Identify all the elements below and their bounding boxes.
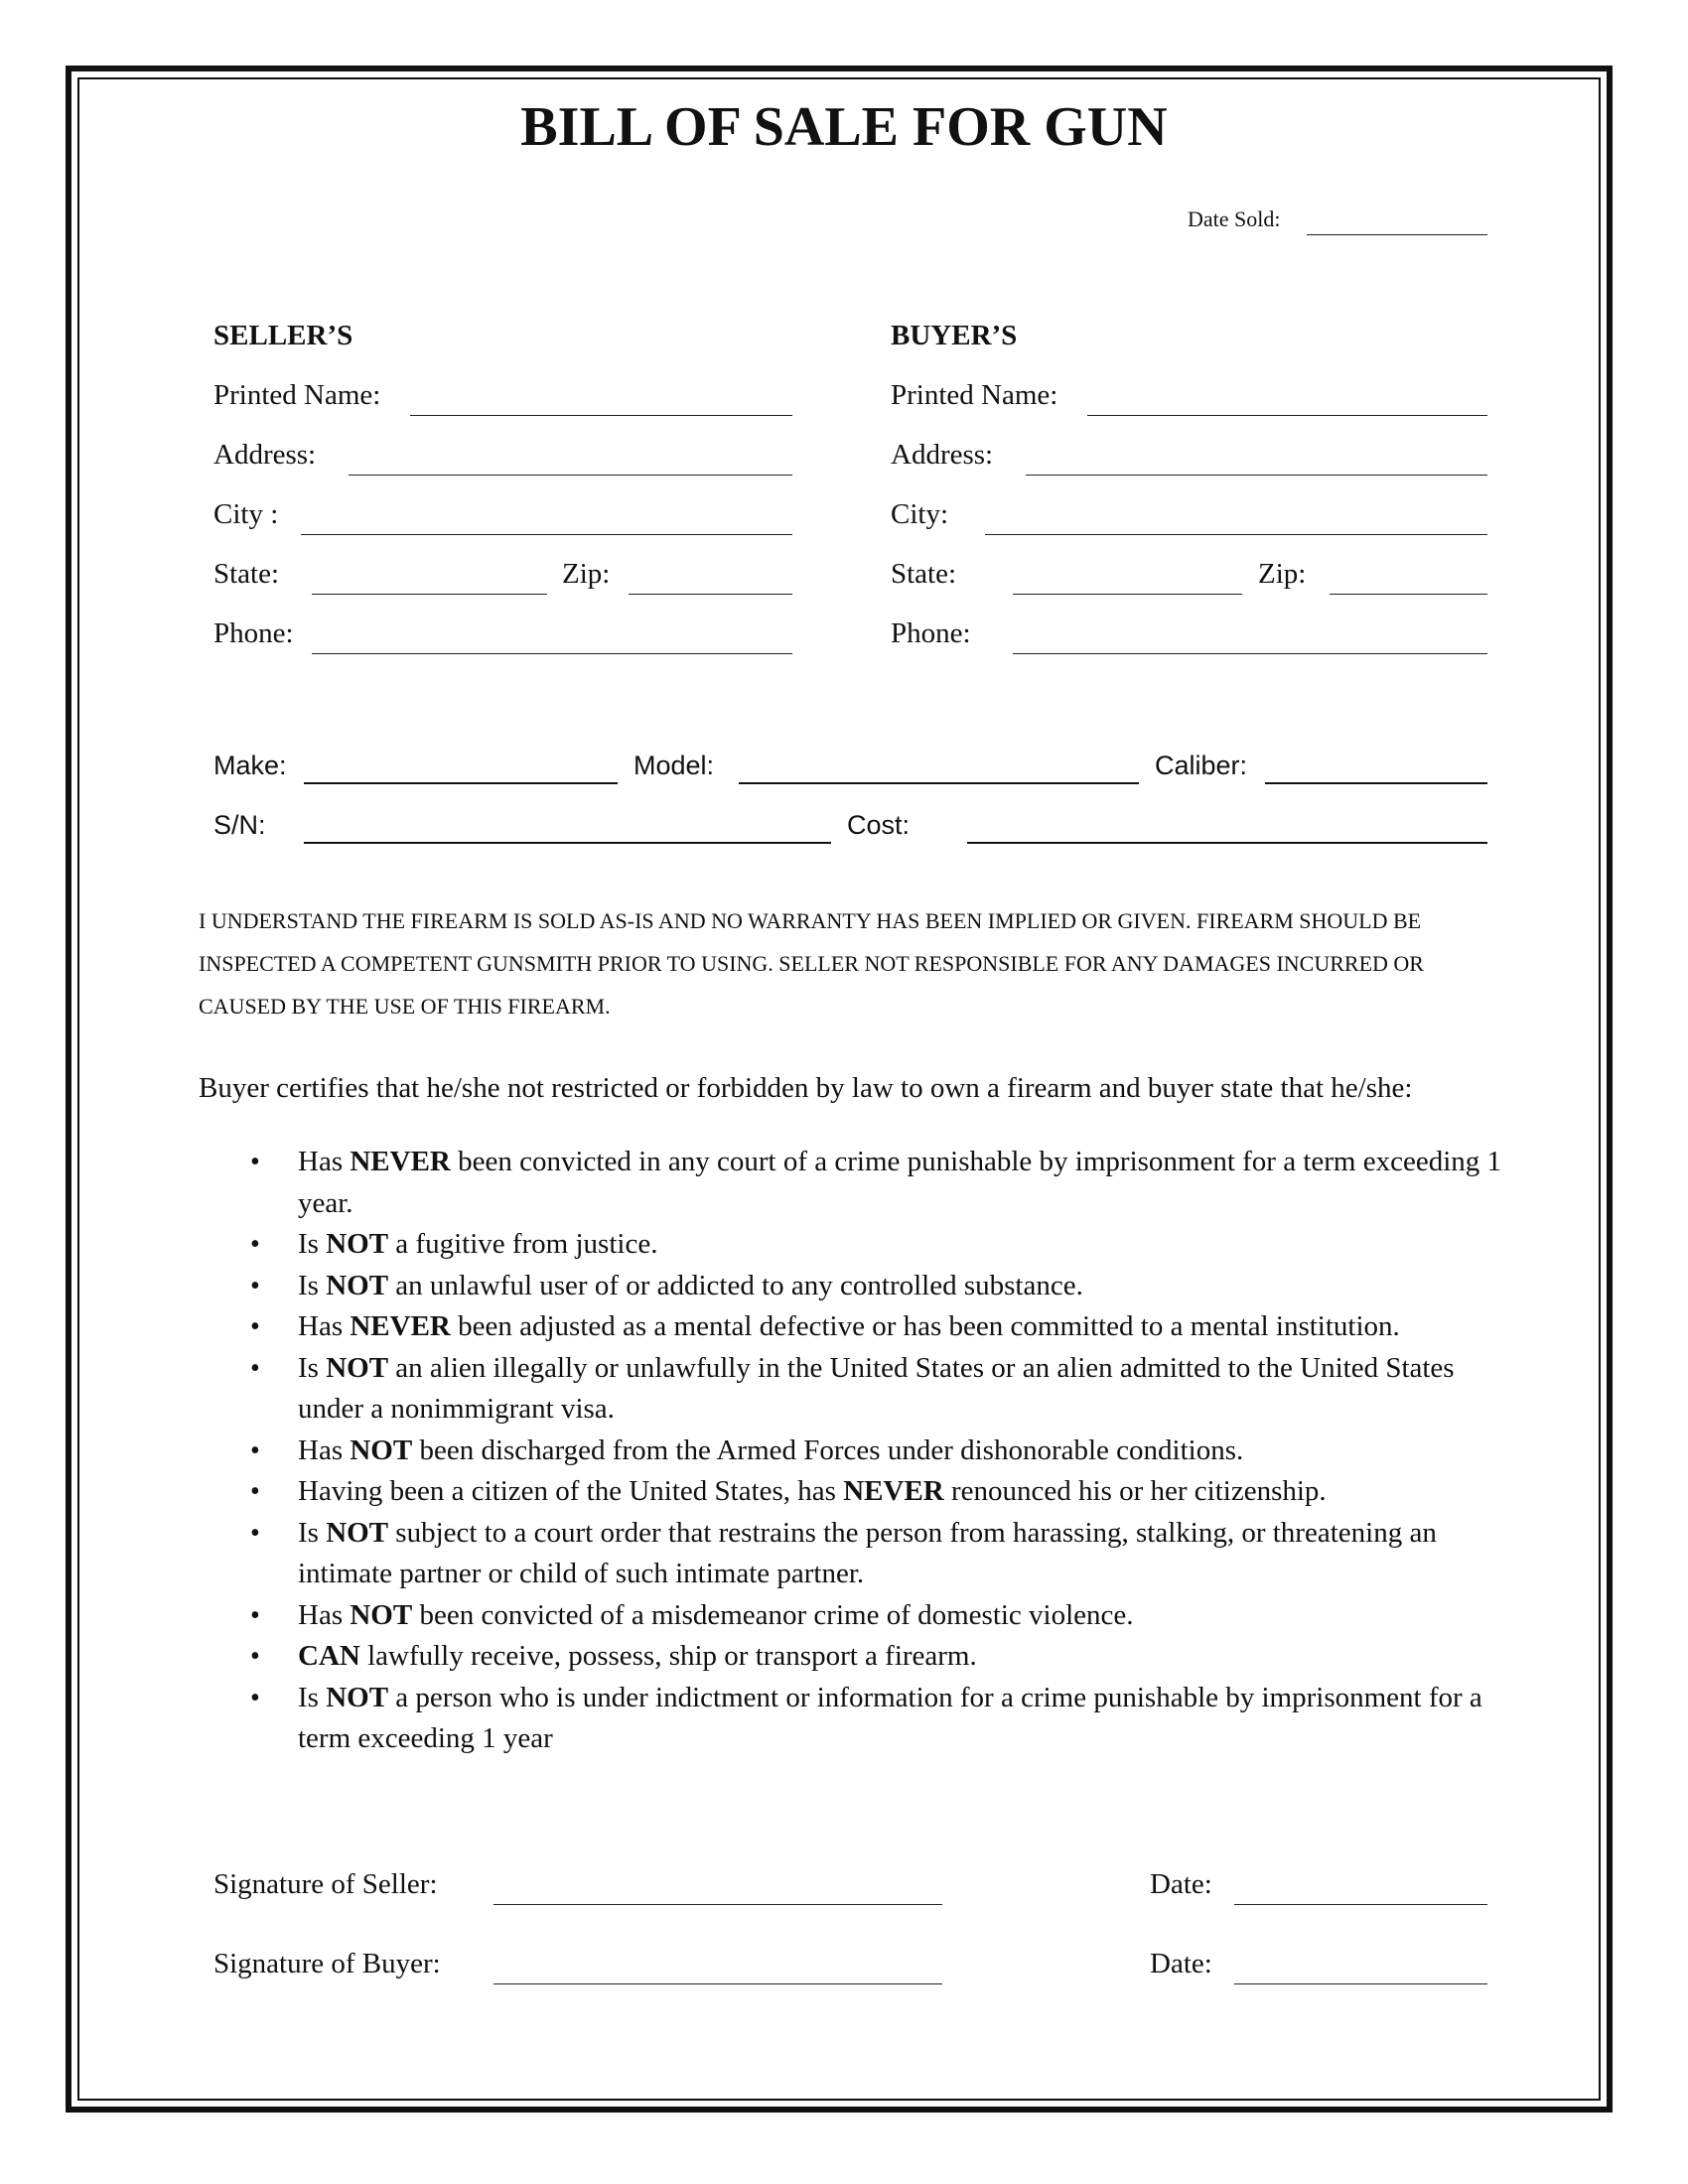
buyer-signature-field[interactable] — [493, 1983, 942, 1984]
certification-item: • Has NEVER been adjusted as a mental defective or has been committed to a mental institution. — [298, 1306, 1519, 1348]
certification-item: • CAN lawfully receive, possess, ship or transport a firearm. — [298, 1636, 1519, 1678]
seller-phone-label: Phone: — [213, 617, 294, 649]
certification-item: • Is NOT subject to a court order that restrains the person from harassing, stalking, or threatening an intimate partner or child of such intimate partner. — [298, 1513, 1519, 1595]
seller-printed-name-label: Printed Name: — [213, 379, 381, 411]
buyer-date-field[interactable] — [1234, 1983, 1487, 1984]
seller-heading: SELLER’S — [213, 320, 353, 351]
seller-zip-label: Zip: — [562, 558, 611, 590]
date-sold-field[interactable] — [1307, 234, 1487, 235]
certification-item: • Is NOT a fugitive from justice. — [298, 1224, 1519, 1266]
certification-list — [298, 1142, 1519, 1760]
buyer-zip-field[interactable] — [1330, 594, 1487, 595]
buyer-phone-label: Phone: — [891, 617, 971, 649]
certification-item: • Has NOT been convicted of a misdemeanor crime of domestic violence. — [298, 1595, 1519, 1637]
buyer-city-label: City: — [891, 498, 949, 530]
buyer-signature-label: Signature of Buyer: — [213, 1948, 441, 1979]
buyer-printed-name-label: Printed Name: — [891, 379, 1058, 411]
make-field[interactable] — [304, 782, 618, 784]
buyer-zip-label: Zip: — [1258, 558, 1307, 590]
certification-item: • Is NOT a person who is under indictment or information for a crime punishable by imprisonment for a term exceeding 1 year — [298, 1678, 1519, 1760]
buyer-heading: BUYER’S — [891, 320, 1018, 351]
certification-item: • Is NOT an alien illegally or unlawfully in the United States or an alien admitted to the United States under a nonimmigrant visa. — [298, 1348, 1519, 1431]
serial-number-label: S/N: — [213, 810, 266, 840]
cost-field[interactable] — [967, 842, 1487, 844]
certification-item: • Having been a citizen of the United States, has NEVER renounced his or her citizenship. — [298, 1471, 1519, 1513]
buyer-state-field[interactable] — [1013, 594, 1242, 595]
cost-label: Cost: — [847, 810, 911, 840]
certification-item: • Has NEVER been convicted in any court of a crime punishable by imprisonment for a term exceeding 1 year. — [298, 1142, 1519, 1224]
seller-state-field[interactable] — [312, 594, 547, 595]
seller-address-field[interactable] — [349, 475, 792, 476]
seller-zip-field[interactable] — [629, 594, 792, 595]
seller-signature-field[interactable] — [493, 1904, 942, 1905]
seller-date-field[interactable] — [1234, 1904, 1487, 1905]
caliber-field[interactable] — [1265, 782, 1487, 784]
seller-city-label: City : — [213, 498, 279, 530]
make-label: Make: — [213, 751, 287, 780]
certification-item: • Has NOT been discharged from the Armed Forces under dishonorable conditions. — [298, 1431, 1519, 1472]
buyer-date-label: Date: — [1150, 1948, 1212, 1979]
seller-phone-field[interactable] — [312, 653, 792, 654]
buyer-state-label: State: — [891, 558, 957, 590]
buyer-address-label: Address: — [891, 439, 994, 471]
caliber-label: Caliber: — [1155, 751, 1248, 780]
serial-number-field[interactable] — [304, 842, 831, 844]
seller-address-label: Address: — [213, 439, 317, 471]
certification-intro: Buyer certifies that he/she not restricted or forbidden by law to own a firearm and buyer state that he/she: — [199, 1072, 1413, 1104]
seller-state-label: State: — [213, 558, 280, 590]
document-title: BILL OF SALE FOR GUN — [520, 96, 1168, 158]
buyer-address-field[interactable] — [1026, 475, 1487, 476]
date-sold-label: Date Sold: — [1188, 206, 1281, 231]
buyer-printed-name-field[interactable] — [1087, 415, 1487, 416]
buyer-city-field[interactable] — [985, 534, 1487, 535]
as-is-disclaimer: I UNDERSTAND THE FIREARM IS SOLD AS-IS AND NO WARRANTY HAS BEEN IMPLIED OR GIVEN. FIREARM SHOULD BE INSPECTED A COMPETENT GUNSMITH PRIOR TO USING. SELLER NOT RESPONSIBLE FOR ANY DAMAGES INCURRED OR CAUSED BY THE USE OF THIS FIREARM. — [199, 908, 1424, 1019]
model-field[interactable] — [739, 782, 1139, 784]
seller-date-label: Date: — [1150, 1868, 1212, 1900]
certification-item: • Is NOT an unlawful user of or addicted to any controlled substance. — [298, 1266, 1519, 1307]
model-label: Model: — [633, 751, 715, 780]
seller-printed-name-field[interactable] — [410, 415, 792, 416]
buyer-phone-field[interactable] — [1013, 653, 1487, 654]
seller-city-field[interactable] — [301, 534, 792, 535]
seller-signature-label: Signature of Seller: — [213, 1868, 438, 1900]
